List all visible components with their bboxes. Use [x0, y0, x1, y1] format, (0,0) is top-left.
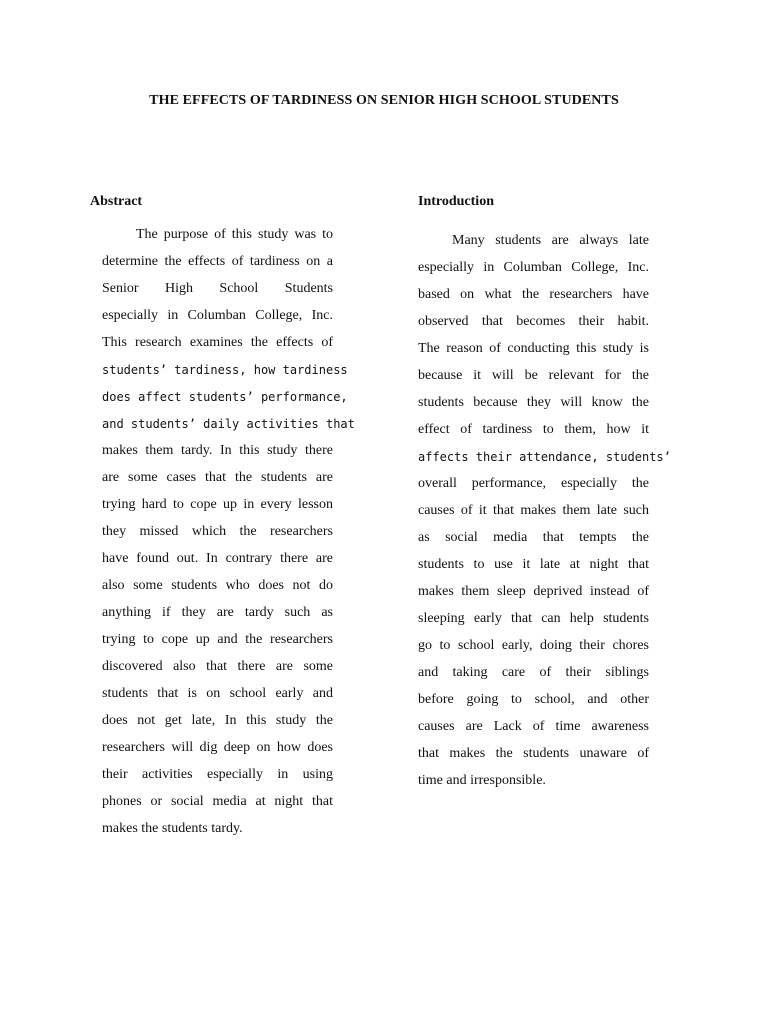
abstract-heading: Abstract	[90, 194, 143, 209]
introduction-line: effect of tardiness to them, how it	[418, 422, 649, 437]
abstract-line: trying to cope up and the researchers	[102, 632, 333, 647]
abstract-line: determine the effects of tardiness on a	[102, 254, 333, 269]
introduction-line: because it will be relevant for the	[418, 368, 649, 383]
abstract-line: discovered also that there are some	[102, 659, 333, 674]
introduction-line: students because they will know the	[418, 395, 649, 410]
abstract-line: makes the students tardy.	[102, 821, 243, 836]
introduction-line: go to school early, doing their chores	[418, 638, 649, 653]
abstract-line: does not get late, In this study the	[102, 713, 333, 728]
abstract-line: makes them tardy. In this study there	[102, 443, 333, 458]
abstract-line: trying hard to cope up in every lesson	[102, 497, 333, 512]
introduction-line: as social media that tempts the	[418, 530, 649, 545]
abstract-line: The purpose of this study was to	[136, 227, 333, 242]
introduction-line: Many students are always late	[452, 233, 649, 248]
introduction-line: that makes the students unaware of	[418, 746, 649, 761]
abstract-line: Senior High School Students	[102, 281, 333, 296]
introduction-line: causes of it that makes them late such	[418, 503, 649, 518]
introduction-line: and taking care of their siblings	[418, 665, 649, 680]
abstract-line: anything if they are tardy such as	[102, 605, 333, 620]
introduction-line: based on what the researchers have	[418, 287, 649, 302]
abstract-line: and students’ daily activities that	[102, 417, 355, 431]
introduction-line: especially in Columban College, Inc.	[418, 260, 649, 275]
introduction-line: makes them sleep deprived instead of	[418, 584, 649, 599]
abstract-line: phones or social media at night that	[102, 794, 333, 809]
introduction-line: affects their attendance, students’	[418, 450, 671, 464]
introduction-line: causes are Lack of time awareness	[418, 719, 649, 734]
abstract-body	[102, 226, 355, 847]
introduction-line: overall performance, especially the	[418, 476, 649, 491]
introduction-heading: Introduction	[418, 194, 494, 209]
abstract-line: are some cases that the students are	[102, 470, 333, 485]
abstract-line: their activities especially in using	[102, 767, 333, 782]
abstract-line: students’ tardiness, how tardiness	[102, 363, 348, 377]
document-title: THE EFFECTS OF TARDINESS ON SENIOR HIGH SCHOOL STUDENTS	[149, 93, 619, 108]
abstract-line: does affect students’ performance,	[102, 390, 348, 404]
introduction-body	[418, 232, 671, 799]
introduction-line: sleeping early that can help students	[418, 611, 649, 626]
abstract-line: students that is on school early and	[102, 686, 333, 701]
introduction-line: time and irresponsible.	[418, 773, 546, 788]
abstract-line: have found out. In contrary there are	[102, 551, 333, 566]
abstract-line: especially in Columban College, Inc.	[102, 308, 333, 323]
introduction-line: observed that becomes their habit.	[418, 314, 649, 329]
introduction-line: before going to school, and other	[418, 692, 649, 707]
introduction-line: The reason of conducting this study is	[418, 341, 649, 356]
abstract-line: researchers will dig deep on how does	[102, 740, 333, 755]
introduction-line: students to use it late at night that	[418, 557, 649, 572]
abstract-line: This research examines the effects of	[102, 335, 333, 350]
abstract-line: they missed which the researchers	[102, 524, 333, 539]
abstract-line: also some students who does not do	[102, 578, 333, 593]
